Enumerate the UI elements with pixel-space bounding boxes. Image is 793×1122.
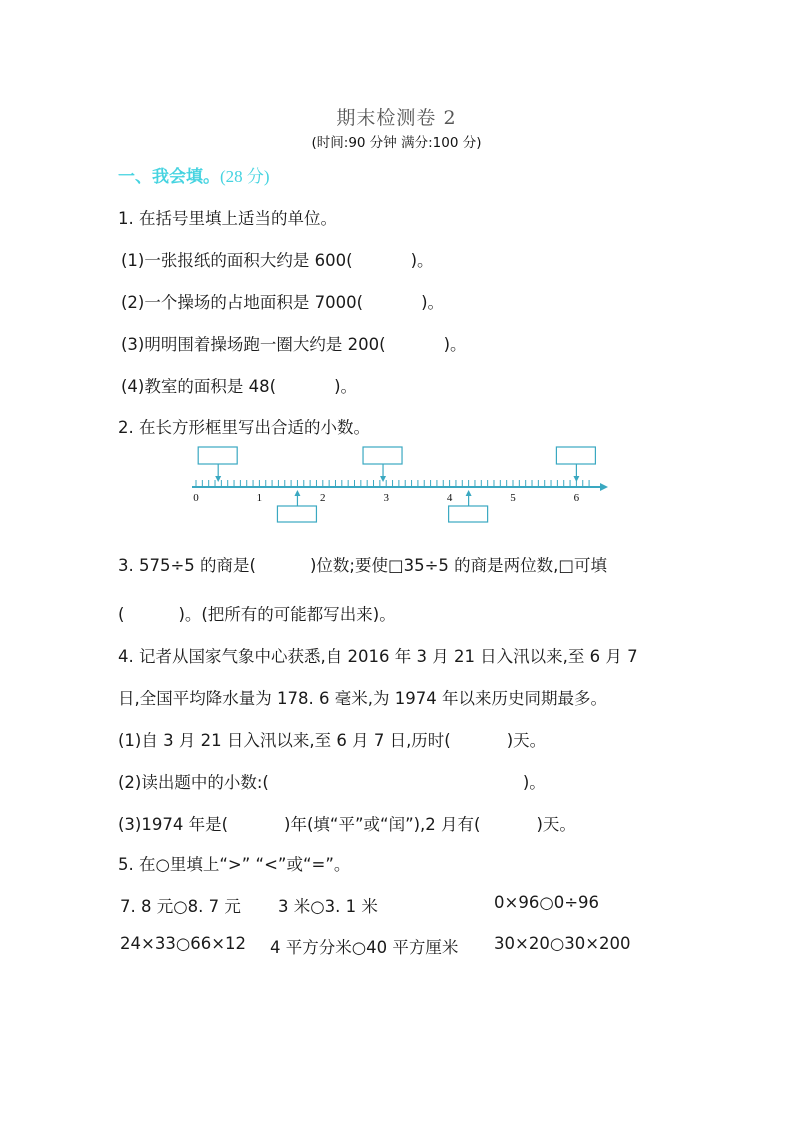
compare-item[interactable]: 24×33○66×12 [120,934,247,953]
question-5-stem: 5. 在○里填上“>” “<”或“=”。 [118,855,351,874]
axis-label: 1 [256,492,263,504]
axis-label: 2 [320,492,326,504]
question-2-stem: 2. 在长方形框里写出合适的小数。 [118,418,370,437]
sub-question-tail: )。 [522,773,546,792]
question-3-text-b: )位数;要使□35÷5 的商是两位数,□可填 [310,556,607,575]
axis-label: 5 [510,492,516,504]
answer-box[interactable] [277,506,316,522]
number-line-figure [180,440,620,530]
compare-item[interactable]: 0×96○0÷96 [494,893,600,912]
item-tail: )。 [443,335,467,354]
question-1-item-2 [121,289,444,313]
answer-box[interactable] [198,447,237,464]
question-3-line-2 [118,601,396,625]
question-1-item-4 [121,373,357,397]
sub-question-text: )年(填“平”或“闰”),2 月有( [284,815,481,834]
item-text: 教室的面积是 48( [144,377,277,396]
arrow-down-icon [573,476,579,482]
question-3-text-d: )。(把所有的可能都写出来)。 [178,605,396,624]
axis-arrow-icon [600,483,608,491]
section-points: (28 分) [220,167,270,186]
item-text: 一个操场的占地面积是 7000( [144,293,364,312]
item-tail: )。 [410,251,434,270]
question-4-line-1: 4. 记者从国家气象中心获悉,自 2016 年 3 月 21 日入汛以来,至 6 月 7 [118,647,638,666]
arrow-down-icon [215,476,221,482]
exam-time-score: (时间:90 分钟 满分:100 分) [311,135,482,151]
sub-question-tail: )天。 [506,731,547,750]
question-4-sub-2 [118,769,546,793]
question-1-item-1 [121,247,434,271]
question-3-text-c: ( [118,605,125,624]
question-4-sub-1 [118,727,546,751]
axis-label: 3 [383,492,389,504]
page-title: 期末检测卷 2 [336,107,457,129]
question-1-stem: 1. 在括号里填上适当的单位。 [118,209,337,228]
question-3-line-1 [118,552,607,576]
item-tail: )。 [334,377,357,396]
question-4-sub-3 [118,811,576,835]
item-label: (2) [121,293,145,312]
compare-item[interactable]: 4 平方分米○40 平方厘米 [270,938,459,957]
compare-item[interactable]: 3 米○3. 1 米 [278,897,378,916]
question-4-line-2: 日,全国平均降水量为 178. 6 毫米,为 1974 年以来历史同期最多。 [118,689,607,708]
sub-question-tail: )天。 [536,815,576,834]
section-heading [118,162,270,187]
sub-question-text: (1)自 3 月 21 日入汛以来,至 6 月 7 日,历时( [118,731,451,750]
answer-box[interactable] [449,506,488,522]
item-label: (3) [121,335,145,354]
item-text: 明明围着操场跑一圈大约是 200( [144,335,386,354]
answer-box[interactable] [556,447,595,464]
item-label: (1) [121,251,145,270]
sub-question-text: (2)读出题中的小数:( [118,773,269,792]
item-text: 一张报纸的面积大约是 600( [144,251,353,270]
number-line [180,440,620,530]
item-tail: )。 [421,293,444,312]
compare-item[interactable]: 30×20○30×200 [494,934,631,953]
axis-label: 0 [193,492,199,504]
arrow-down-icon [380,476,386,482]
question-1-item-3 [121,331,467,355]
axis-label: 4 [446,492,453,504]
answer-box[interactable] [363,447,402,464]
compare-item[interactable]: 7. 8 元○8. 7 元 [120,897,241,916]
section-heading-text: 一、我会填。 [118,167,220,187]
item-label: (4) [121,377,145,396]
sub-question-text: (3)1974 年是( [118,815,229,834]
axis-label: 6 [573,492,580,504]
question-3-text-a: 3. 575÷5 的商是( [118,556,256,575]
